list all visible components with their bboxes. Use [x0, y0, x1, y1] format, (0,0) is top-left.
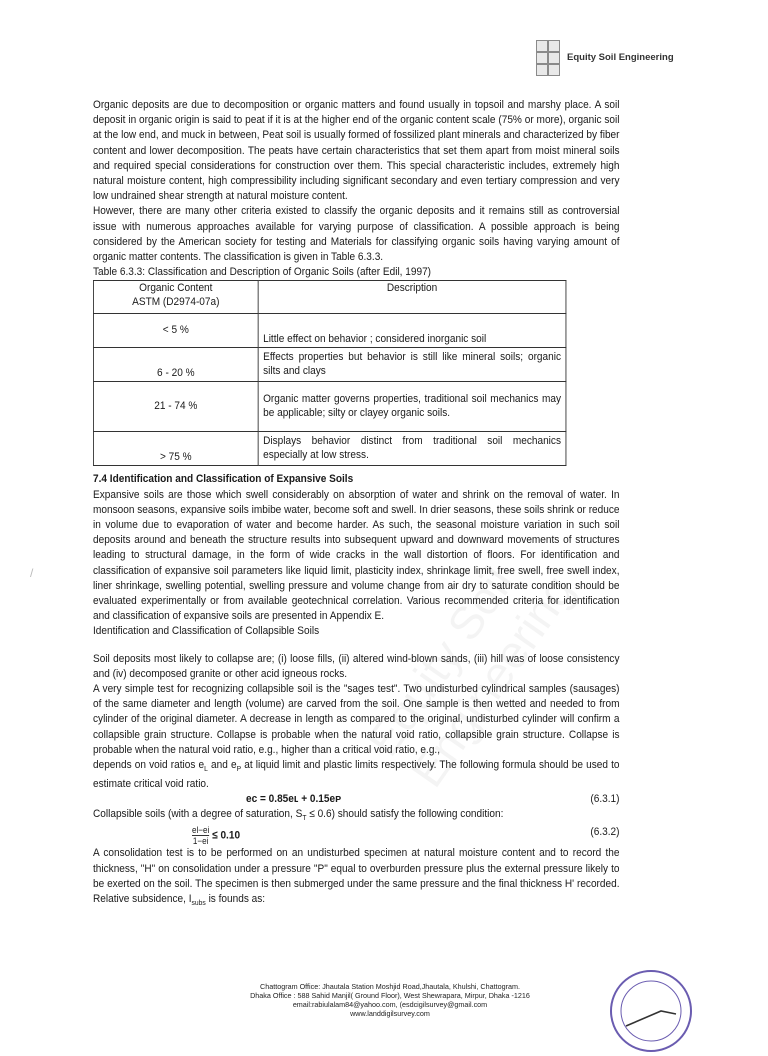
- formula-fraction: $\frac{el-ei}{1-ei}$: [192, 825, 210, 847]
- formula-critical-void-ratio: eᴄ = 0.85eʟ + 0.15eᴘ: [246, 792, 342, 805]
- footer-chattogram-office: Chattogram Office: Jhautala Station Moshjid Road,Jhautala, Khulshi, Chattogram.: [260, 982, 520, 991]
- footer-dhaka-office: Dhaka Office : 588 Sahid Manjil( Ground Floor), West Shewrapara, Mirpur, Dhaka -1216: [250, 991, 530, 1000]
- consolidation-paragraph: A consolidation test is to be performed on an undisturbed specimen at natural moisture content and to record the thickness, "H" on consolidation under a pressure "P" equal to overburden pressure plus the external pressure likely to be exerted on the soil. The specimen is then submerged under the same pressure and the final thickness H' recorded. Relative subsidence, $I_{subs}$ is founds as:: [93, 847, 620, 908]
- organic-soil-table: [93, 280, 566, 466]
- cell-content: 6 - 20 %: [93, 348, 258, 382]
- cell-content: > 75 %: [93, 432, 258, 466]
- section-heading: 7.4 Identification and Classification of Expansive Soils: [93, 473, 354, 486]
- table-row: [93, 432, 565, 466]
- formula-rhs: ≤ 0.10: [212, 829, 241, 842]
- formula-6-3-2: [93, 825, 620, 846]
- collapsible-paragraph-2: A very simple test for recognizing collapsible soil is the "sages test". Two undisturbed cylindrical samples (sausages) of the same diameter and length (volume) are carved from the soil. One sample is then wetted and needed to from cylinder of the original diameter. A decrease in length as compared to the original, undisturbed cylinder will confirm a collapsible grain structure. Collapse is probable when the natural void ratio, collapsible grain structure. Collapse is probable when the natural void ratio, e.g., higher than a critical void ratio, e.g.,: [93, 683, 620, 756]
- company-logo: [536, 40, 570, 76]
- collapsible-condition: Collapsible soils (with a degree of saturation, $S_T \le 0.6$) should satisfy the following condition:: [93, 807, 504, 823]
- table-row: [93, 348, 565, 382]
- intro-paragraph-2: However, there are many other criteria existed to classify the organic deposits and it remains still as controversial issue with numerous approaches available for varying purpose of classification. A possible approach is being considered by the American society for testing and Materials for classifying organic soils having varying amount of organic matter contents. The classification is given in Table 6.3.3.: [93, 205, 620, 264]
- header-description: Description: [258, 281, 566, 314]
- collapsible-paragraph-3: depends on void ratios $e_L$ and $e_P$ at liquid limit and plastic limits respectively. The following formula should be used to estimate critical void ratio.: [93, 759, 620, 790]
- company-name: Equity Soil Engineering: [567, 52, 674, 63]
- collapsible-heading: Identification and Classification of Collapsible Soils: [93, 625, 320, 638]
- cell-description: Little effect on behavior ; considered inorganic soil: [258, 314, 566, 348]
- cell-description: Effects properties but behavior is still like mineral soils; organic silts and clays: [258, 348, 566, 382]
- collapsible-paragraph-1: Soil deposits most likely to collapse are; (i) loose fills, (ii) altered wind-blown sands, (iii) hill was of loose consistency and (iv) decomposed granite or other acid igneous rocks.: [93, 652, 620, 680]
- equation-number: (6.3.2): [590, 826, 620, 839]
- expansive-paragraph: Expansive soils are those which swell considerably on absorption of water and shrink on the removal of water. In monsoon seasons, expansive soils imbibe water, become soft and swell. In drier seasons, these soils shrink or reduce in volume due to evaporation of water and become harder. As such, the seasonal moisture variation in such soil deposits around and beneath the structure results into subsequent upward and downward movements of structures leading to structural damage, in the form of wide cracks in the wall distortion of floors. For identification and classification of expansive soil parameters like liquid limit, plasticity index, shrinkage limit, free swell, free swell index, liner shrinkage, swelling potential, swelling pressure and volume change from air dry to saturate condition should be evaluated experimentally or from available geotechnical correlation. Various recommended criteria for identification and classification of expansive soils are presented in Appendix E.: [93, 488, 620, 623]
- company-stamp-icon: [606, 966, 696, 1056]
- table-row: [93, 314, 565, 348]
- table-header-row: [93, 281, 565, 314]
- footer-website: www.landdigilsurvey.com: [350, 1009, 430, 1018]
- intro-paragraph: Organic deposits are due to decomposition or organic matters and found usually in topsoil and marshy place. A soil deposit in organic origin is said to peat if it is at the higher end of the organic content scale (75% or more), organic soil at the low end, and muck in between, Peat soil is usually formed of fossilized plant minerals and characterized by fiber content and lower decomposition. The peats have certain characteristics that set them apart from moist mineral soils and required special considerations for construction over them. This special characteristic includes, extremely high natural moisture content, high compressibility including significant secondary and even tertiary compression and very low undrained shear strength at natural moisture content.: [93, 99, 620, 203]
- formula-6-3-1: [93, 792, 620, 807]
- margin-mark: /: [30, 566, 34, 580]
- table-caption: Table 6.3.3: Classification and Description of Organic Soils (after Edil, 1997): [93, 266, 432, 279]
- cell-description: Displays behavior distinct from traditional soil mechanics especially at low stress.: [258, 432, 566, 466]
- cell-content: < 5 %: [93, 314, 258, 348]
- footer-email: email:rabiulalam84@yahoo.com, (esdcigilsurvey@gmail.com: [292, 1000, 488, 1009]
- document-body: [93, 98, 620, 910]
- cell-description: Organic matter governs properties, traditional soil mechanics may be applicable; silty or clayey organic soils.: [258, 382, 566, 432]
- header-organic-content: Organic Content ASTM (D2974-07a): [93, 281, 258, 314]
- equation-number: (6.3.1): [590, 792, 620, 805]
- page-footer: [180, 982, 600, 1018]
- cell-content: 21 - 74 %: [93, 382, 258, 432]
- table-row: [93, 382, 565, 432]
